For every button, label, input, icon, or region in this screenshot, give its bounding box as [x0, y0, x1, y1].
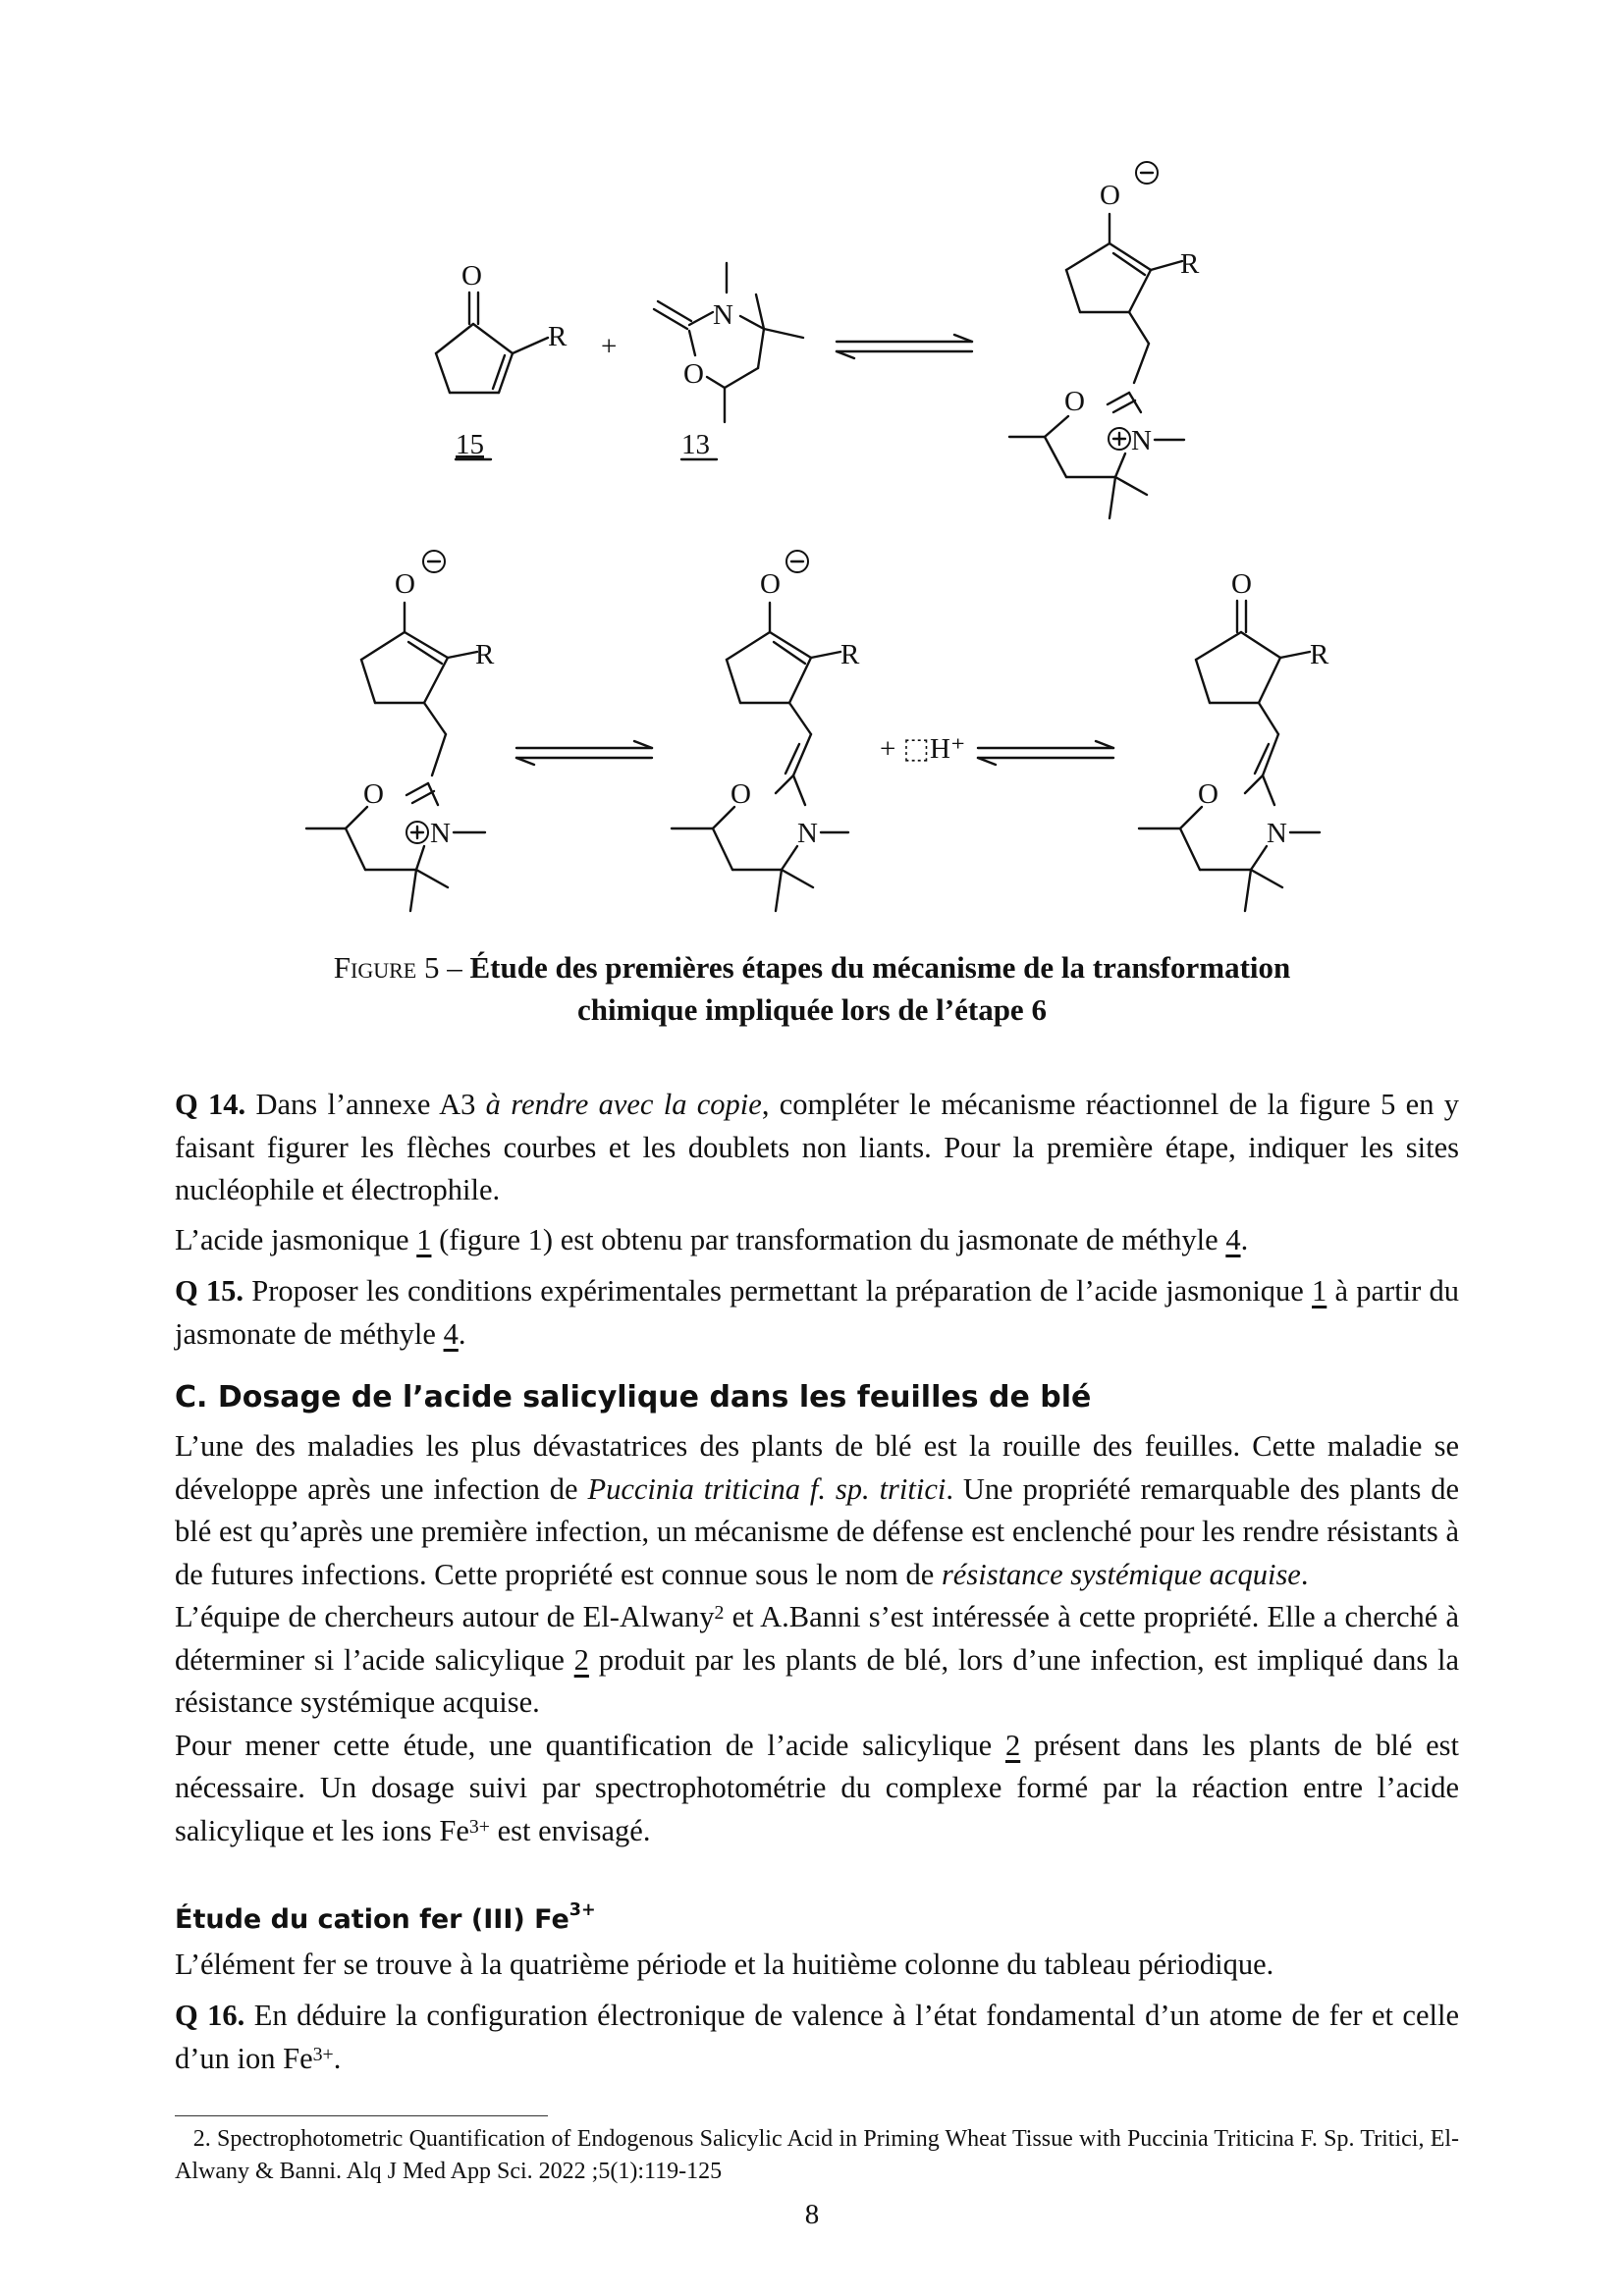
paragraph-text: L’équipe de chercheurs autour de El-Alwany: [175, 1600, 715, 1633]
footnote-ref: 2: [714, 1602, 725, 1624]
paragraph-text: est: [497, 1813, 531, 1847]
compound-number-15: 15: [456, 429, 484, 460]
superscript: 3+: [468, 1815, 490, 1838]
figure-title: Étude des premières étapes du mécanisme de la transformation chimique impliquée lors de l’étape 6: [469, 950, 1291, 1027]
superscript: 3+: [312, 2043, 334, 2065]
question-label: Q 14.: [175, 1088, 246, 1121]
compound-ref: 1: [1312, 1274, 1327, 1308]
compound-13-structure: [654, 263, 803, 460]
compound-ref: 1: [416, 1223, 432, 1256]
paragraph-text: et A.Banni s’est intéressée à cette propriété. Elle a cherché à déterminer si l’acide salicylique: [175, 1600, 1460, 1677]
paragraph-text: .: [1240, 1223, 1249, 1256]
equilibrium-arrow: [978, 741, 1113, 765]
figure-caption: [295, 946, 1329, 1031]
paragraph-jasmonique: [175, 1219, 1459, 1262]
product-row2-right: [1139, 568, 1329, 911]
paragraph-text: envisagé.: [538, 1813, 651, 1847]
atom-label: O: [395, 568, 415, 600]
italic-text: à rendre avec la copie: [485, 1088, 762, 1121]
italic-text: résistance systémique acquise: [941, 1557, 1301, 1591]
question-text: En déduire la configuration électronique de valence à l’état fondamental d’un atome de fer et celle d’un ion Fe: [175, 1999, 1459, 2075]
italic-text: Puccinia triticina f. sp. tritici: [587, 1471, 947, 1506]
subsection-title-text: Étude du cation fer (III) Fe: [175, 1904, 569, 1935]
paragraph-text: L’acide jasmonique: [175, 1223, 409, 1256]
paragraph-text: présent dans les plants de blé est nécessaire. Un dosage suivi par spectrophotométrie du complexe formé par la réaction entre l’acide salicylique et les ions Fe: [175, 1728, 1459, 1847]
footnote-rule: [175, 2115, 548, 2116]
question-text: Proposer les conditions expérimentales permettant la préparation de l’acide jasmonique: [251, 1274, 1304, 1308]
atom-label: R: [548, 321, 568, 352]
compound-ref: 4: [443, 1316, 459, 1351]
equilibrium-arrow: [837, 335, 972, 358]
atom-label: R: [1310, 639, 1329, 670]
atom-label: O: [1231, 568, 1252, 600]
compound-15-structure: [436, 260, 568, 460]
question-16: [175, 1995, 1459, 2080]
atom-label: O: [1064, 386, 1085, 417]
paragraph-text: produit par les plants de blé, lors d’une infection, est impliqué dans la résistance systémique acquise.: [175, 1642, 1459, 1719]
atom-label: R: [1180, 248, 1200, 280]
proton-label: + ⬚H⁺: [880, 733, 966, 765]
intermediate-row2-left: [306, 551, 495, 911]
superscript: 3+: [568, 1900, 596, 1920]
question-text: .: [333, 2041, 342, 2075]
compound-ref: 4: [1225, 1223, 1241, 1256]
question-15: [175, 1270, 1459, 1356]
paragraph-text: L’élément fer se trouve à la quatrième période et la huitième colonne du tableau périodique.: [175, 1948, 1274, 1981]
figure-label: Figure 5 –: [333, 950, 462, 985]
section-c-body: [175, 1425, 1459, 1852]
atom-label: N: [1267, 818, 1287, 849]
paragraph-text: . Une propriété remarquable des plants de blé est qu’après une première infection, un mécanisme de défense est enclenché pour les rendre résistants à de futures infections. Cette propriété est connue sous le nom de: [175, 1471, 1460, 1591]
mechanism-figure: [0, 0, 1624, 942]
atom-label: O: [683, 358, 704, 390]
atom-label: N: [797, 818, 818, 849]
atom-label: R: [840, 639, 860, 670]
subsection-fe-body: [175, 1944, 1459, 1987]
question-label: Q 16.: [175, 1999, 245, 2032]
question-text: , compléter le mécanisme réactionnel de la figure 5 en y faisant figurer les flèches courbes et les doublets non liants. Pour la première étape, indiquer les sites nucléophile et électrophile.: [175, 1088, 1460, 1206]
question-label: Q 15.: [175, 1274, 244, 1308]
equilibrium-arrow: [516, 741, 652, 765]
compound-number-13: 13: [681, 429, 710, 460]
paragraph-text: (figure 1) est obtenu par transformation du jasmonate de méthyle: [439, 1223, 1218, 1256]
compound-ref: 2: [573, 1642, 589, 1677]
paragraph-text: L’une des maladies les plus dévastatrices des plants de blé est la rouille des feuilles. Cette maladie se développe après une infection de: [175, 1429, 1459, 1506]
plus-sign: +: [601, 331, 618, 362]
atom-label: N: [1131, 425, 1152, 456]
atom-label: N: [430, 818, 451, 849]
atom-label: O: [731, 778, 751, 810]
footnote-number: 2.: [192, 2126, 211, 2152]
atom-label: O: [461, 260, 482, 292]
atom-label: O: [1100, 180, 1120, 211]
intermediate-top-right: [1009, 162, 1200, 518]
question-text: .: [458, 1316, 466, 1351]
atom-label: O: [1198, 778, 1218, 810]
question-text: à partir du jasmonate de méthyle: [175, 1274, 1460, 1351]
intermediate-row2-middle: [672, 551, 860, 911]
atom-label: N: [713, 299, 733, 331]
question-14: [175, 1084, 1459, 1212]
atom-label: R: [475, 639, 495, 670]
section-title-c: C. Dosage de l’acide salicylique dans les feuilles de blé: [175, 1380, 1092, 1415]
compound-ref: 2: [1004, 1728, 1021, 1762]
atom-label: O: [760, 568, 781, 600]
subsection-title-fe: [175, 1900, 596, 1935]
paragraph-text: Pour mener cette étude, une quantification de l’acide salicylique: [175, 1728, 993, 1762]
atom-label: O: [363, 778, 384, 810]
question-text: Dans l’annexe A3: [255, 1088, 476, 1121]
paragraph-text: .: [1300, 1557, 1309, 1591]
footnote: [175, 2123, 1459, 2188]
footnote-text: Spectrophotometric Quantification of Endogenous Salicylic Acid in Priming Wheat Tissue with Puccinia Triticina F. Sp. Tritici, El-Alwany & Banni. Alq J Med App Sci. 2022 ;5(1):119-125: [175, 2126, 1460, 2184]
page-number: 8: [804, 2199, 820, 2230]
